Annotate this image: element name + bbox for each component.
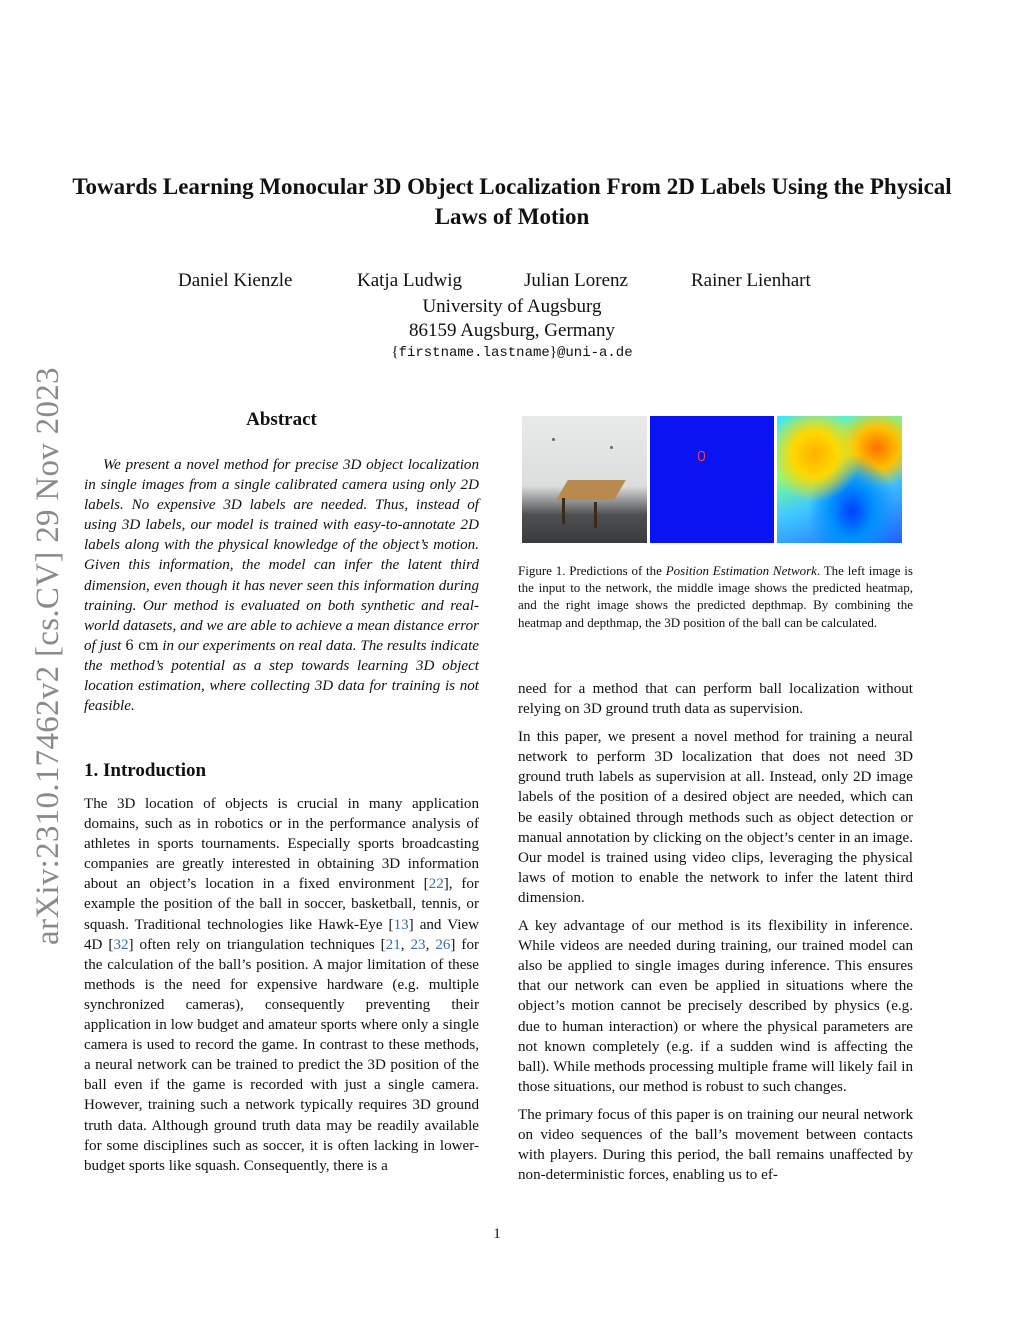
author-email: {firstname.lastname}@uni-a.de [391,344,633,361]
abstract-body: We present a novel method for precise 3D object localization in single images from a single calibrated camera using only 2D labels. No expensive 3D labels are needed. Thus, instead of using 3D labels, our model is trained with easy-to-annotate 2D labels along with the physical knowledge of the object’s motion. Given this information, the model can infer the latent third dimension, even though it has never seen this information during training. Our method is evaluated on both synthetic and real-world datasets, and we are able to achieve a mean distance error of just 6 cm in our experiments on real data. The results indicate the method’s potential as a step towards learning 3D object location estimation, where collecting 3D data for training is not feasible. [84,457,479,715]
figure-heatmap-image [650,416,774,543]
citation-link[interactable]: 32 [113,936,129,953]
figure-caption: Figure 1. Predictions of the Position Estimation Network. The left image is the input to the network, the middle image shows the predicted heatmap, and the right image shows the predicted depthmap. By combining the heatmap and depthmap, the 3D position of the ball can be calculated. [518,563,913,630]
wall-marker [552,438,555,441]
table-leg [562,498,565,524]
paragraph: A key advantage of our method is its flexibility in inference. While videos are needed during training, our trained model can also be applied to single images during inference. This ensures that our network can even be applied in situations where the object’s motion cannot be precisely described by physics (e.g. due to human interaction) or where the physical parameters are not known completely (e.g. if a sudden wind is affecting the ball). While methods processing multiple frame will likely fail in those situations, our method is robust to such changes. [518,918,913,1095]
author-name: Julian Lorenz [524,270,628,291]
arxiv-identifier: arXiv:2310.17462v2 [cs.CV] 29 Nov 2023 [30,367,66,945]
author-name: Daniel Kienzle [178,270,293,291]
section-heading-introduction: 1. Introduction [84,760,207,781]
paragraph: The primary focus of this paper is on training our neural network on video sequences of the ball’s movement between contacts with players. During this period, the ball remains unaffected by non-deterministic forces, enabling us to ef- [518,1106,913,1184]
introduction-body: The 3D location of objects is crucial in many application domains, such as in robotics or in the performance analysis of athletes in sports tournaments. Especially sports broadcasting companies are greatly interested in obtaining 3D information about an object’s location in a fixed environment [22], for example the position of the ball in soccer, basketball, tennis, or squash. Traditional technologies like Hawk-Eye [13] and View 4D [32] often rely on triangulation techniques [21, 23, 26] for the calculation of the ball’s position. A major limitation of these methods is the need for expensive hardware (e.g. multiple synchronized cameras), consequently preventing their application in low budget and amateur sports where only a single camera is used to record the game. In contrast to these methods, a neural network can be trained to predict the 3D position of the ball even if the game is recorded with just a single camera. However, training such a network typically requires 3D ground truth data. Although ground truth data may be readily available for some disciplines such as soccer, it is often lacking in lower-budget sports like squash. Consequently, there is a [84,796,480,1174]
right-column-body [518,679,913,1185]
citation-link[interactable]: 23 [410,936,426,953]
paragraph: In this paper, we present a novel method for training a neural network to perform 3D localization that does not need 3D ground truth labels as supervision at all. Instead, only 2D image labels of the position of a desired object are needed, which can be easily obtained through methods such as object detection or manual annotation by clicking on the object’s center in an image. Our model is trained using video clips, leveraging the physical laws of motion to enable the network to infer the latent third dimension. [518,729,913,906]
ball-heatmap-peak [698,451,705,461]
figure-input-image [522,416,647,543]
affiliation-address: 86159 Augsburg, Germany [409,320,615,341]
author-name: Katja Ludwig [357,270,463,291]
abstract-heading: Abstract [246,409,317,430]
citation-link[interactable]: 21 [385,936,401,953]
paper-title: Towards Learning Monocular 3D Object Localization From 2D Labels Using the Physical Laws of Motion [72,174,952,229]
author-list [150,270,850,296]
page-number: 1 [493,1226,501,1242]
citation-link[interactable]: 13 [393,916,409,933]
citation-link[interactable]: 22 [428,876,444,893]
figure-depthmap-image [777,416,902,543]
paragraph: need for a method that can perform ball localization without relying on 3D ground truth data as supervision. [518,681,913,718]
affiliation-university: University of Augsburg [422,296,602,317]
table-leg [594,502,597,528]
citation-link[interactable]: 26 [435,936,451,953]
author-name: Rainer Lienhart [691,270,811,291]
wall-marker [610,446,613,449]
table-top [556,480,626,500]
